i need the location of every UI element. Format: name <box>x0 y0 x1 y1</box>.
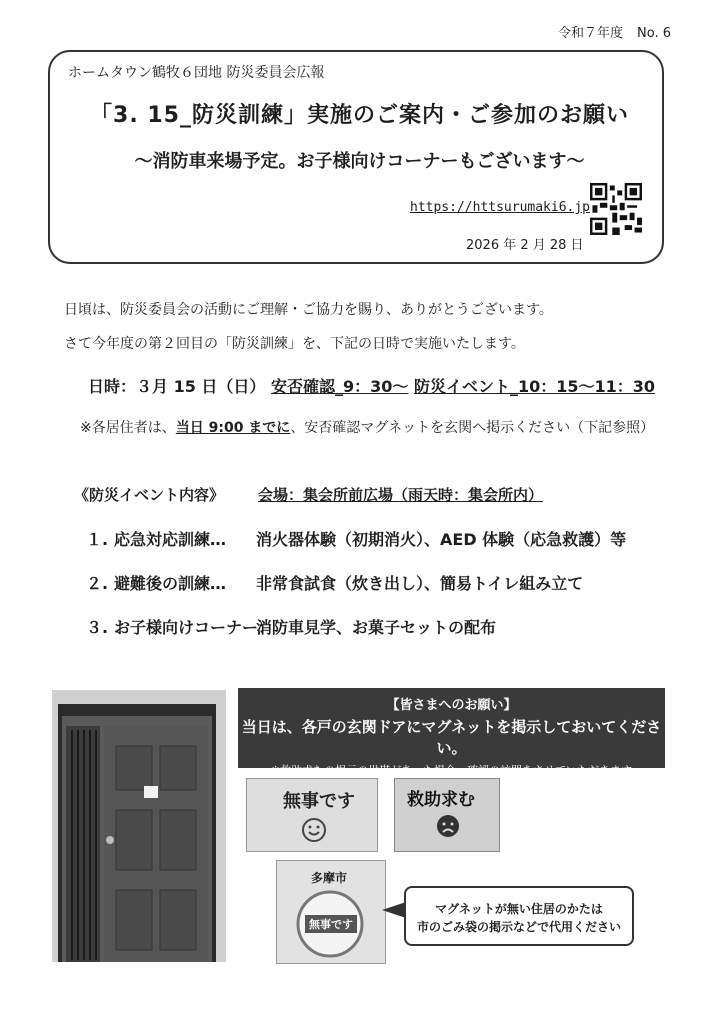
notice-prefix: ※各居住者は、 <box>80 420 176 436</box>
event-item-label: お子様向けコーナー： <box>114 618 275 637</box>
event-item <box>86 571 584 594</box>
event-venue: 会場：集会所前広場（雨天時：集会所内） <box>258 486 544 504</box>
help-magnet-label: 救助求む <box>407 790 475 810</box>
door-photo <box>52 690 226 962</box>
event-item-description: 消防車見学、お菓子セットの配布 <box>256 618 497 637</box>
schedule-date: 日時：３月 15 日（日） <box>88 377 266 396</box>
safe-magnet-image <box>246 778 378 852</box>
city-garbage-bag-image <box>276 860 386 964</box>
intro-line-2: さて今年度の第２回目の「防災訓練」を、下記の日時で実施いたします。 <box>64 336 525 352</box>
event-item <box>86 615 497 638</box>
schedule-line <box>88 374 655 397</box>
notice-suffix: 、安否確認マグネットを玄関へ掲示ください（下記参照） <box>290 420 655 436</box>
request-main: 当日は、各戸の玄関ドアにマグネットを掲示しておいてください。 <box>241 718 662 757</box>
event-item-number: ３. <box>86 618 109 637</box>
smiley-icon <box>301 817 327 843</box>
callout-pointer <box>382 900 406 920</box>
page-subtitle: ～消防車来場予定。お子様向けコーナーもございます～ <box>134 151 585 172</box>
issue-header <box>558 22 671 41</box>
event-heading: 《防災イベント内容》 <box>74 486 225 504</box>
organization-name: ホームタウン鶴牧６団地 防災委員会広報 <box>68 65 325 81</box>
event-item-number: ２. <box>86 574 109 593</box>
website-link[interactable]: https://httsurumaki6.jp <box>410 200 591 215</box>
event-item-number: １. <box>86 530 109 549</box>
event-item-description: 消火器体験（初期消火）、AED 体験（応急救護）等 <box>256 530 627 549</box>
sad-face-icon <box>435 813 461 839</box>
substitute-callout <box>404 886 634 946</box>
help-magnet-image <box>394 778 500 852</box>
event-item-description: 非常食試食（炊き出し）、簡易トイレ組み立て <box>256 574 584 593</box>
qr-code-icon[interactable] <box>590 183 642 235</box>
intro-line-1: 日頃は、防災委員会の活動にご理解・ご協力を賜り、ありがとうございます。 <box>64 302 553 318</box>
magnet-notice <box>80 417 654 437</box>
request-banner <box>238 688 665 777</box>
schedule-event-time: 防災イベント_10：15～11：30 <box>413 377 656 396</box>
event-item-label: 応急対応訓練… <box>114 530 227 549</box>
notice-deadline: 当日 9:00 までに <box>175 420 291 436</box>
schedule-safety-check: 安否確認_9：30～ <box>271 377 409 396</box>
publish-date: 2026 年 2 月 28 日 <box>466 238 584 253</box>
page-title: 「3. 15_防災訓練」実施のご案内・ご参加のお願い <box>90 103 629 128</box>
request-title: 【皆さまへのお願い】 <box>386 698 517 713</box>
callout-line-1: マグネットが無い住居のかたは <box>435 902 603 916</box>
event-item-label: 避難後の訓練… <box>114 574 227 593</box>
city-safe-label: 無事です <box>305 915 357 933</box>
safe-magnet-label: 無事です <box>283 791 355 812</box>
issue-number: No. 6 <box>637 26 671 41</box>
event-item <box>86 527 627 550</box>
fiscal-year: 令和７年度 <box>557 26 623 41</box>
request-sub: ※救助求むの掲示の世帯があった場合、確認の訪問をさせていただきます <box>270 764 633 777</box>
city-name: 多摩市 <box>311 871 348 885</box>
callout-line-2: 市のごみ袋の掲示などで代用ください <box>416 920 621 934</box>
